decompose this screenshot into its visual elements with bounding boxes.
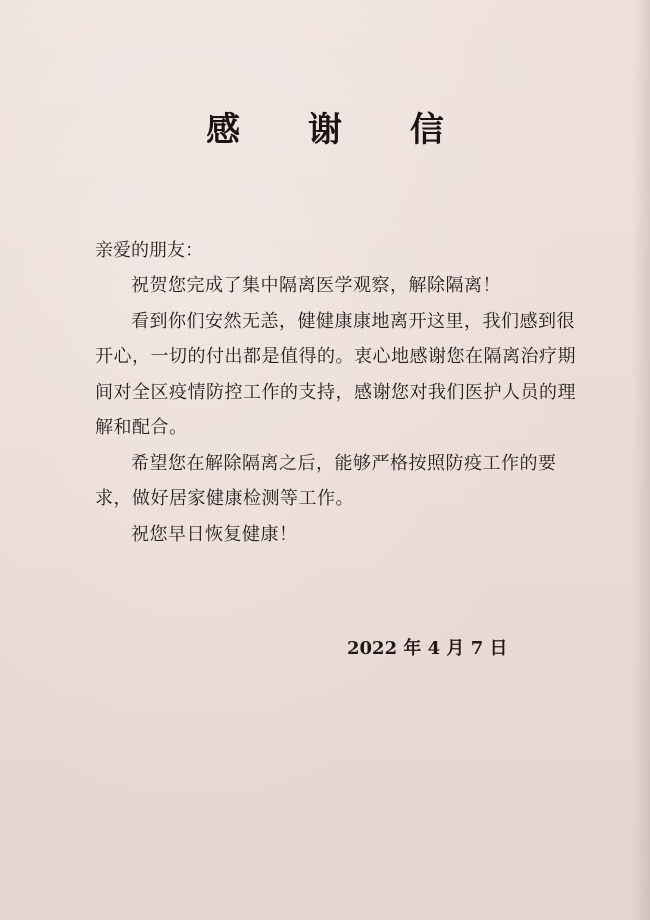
letter-body [95, 268, 580, 552]
salutation: 亲爱的朋友： [95, 240, 203, 261]
paragraph-wishes: 祝您早日恢复健康！ [131, 523, 298, 545]
paragraph-hope: 希望您在解除隔离之后，能够严格按照防疫工作的要求，做好居家健康检测等工作。 [95, 452, 557, 509]
letter-title: 感 谢 信 [206, 110, 472, 150]
paragraph-congratulations: 祝贺您完成了集中隔离医学观察，解除隔离！ [131, 275, 501, 296]
letter-date: 2022 年 4 月 7 日 [347, 638, 508, 659]
paragraph-thanks: 看到你们安然无恙，健健康康地离开这里，我们感到很开心，一切的付出都是值得的。衷心地感谢您在隔离治疗期间对全区疫情防控工作的支持，感谢您对我们医护人员的理解和配合。 [95, 310, 576, 438]
